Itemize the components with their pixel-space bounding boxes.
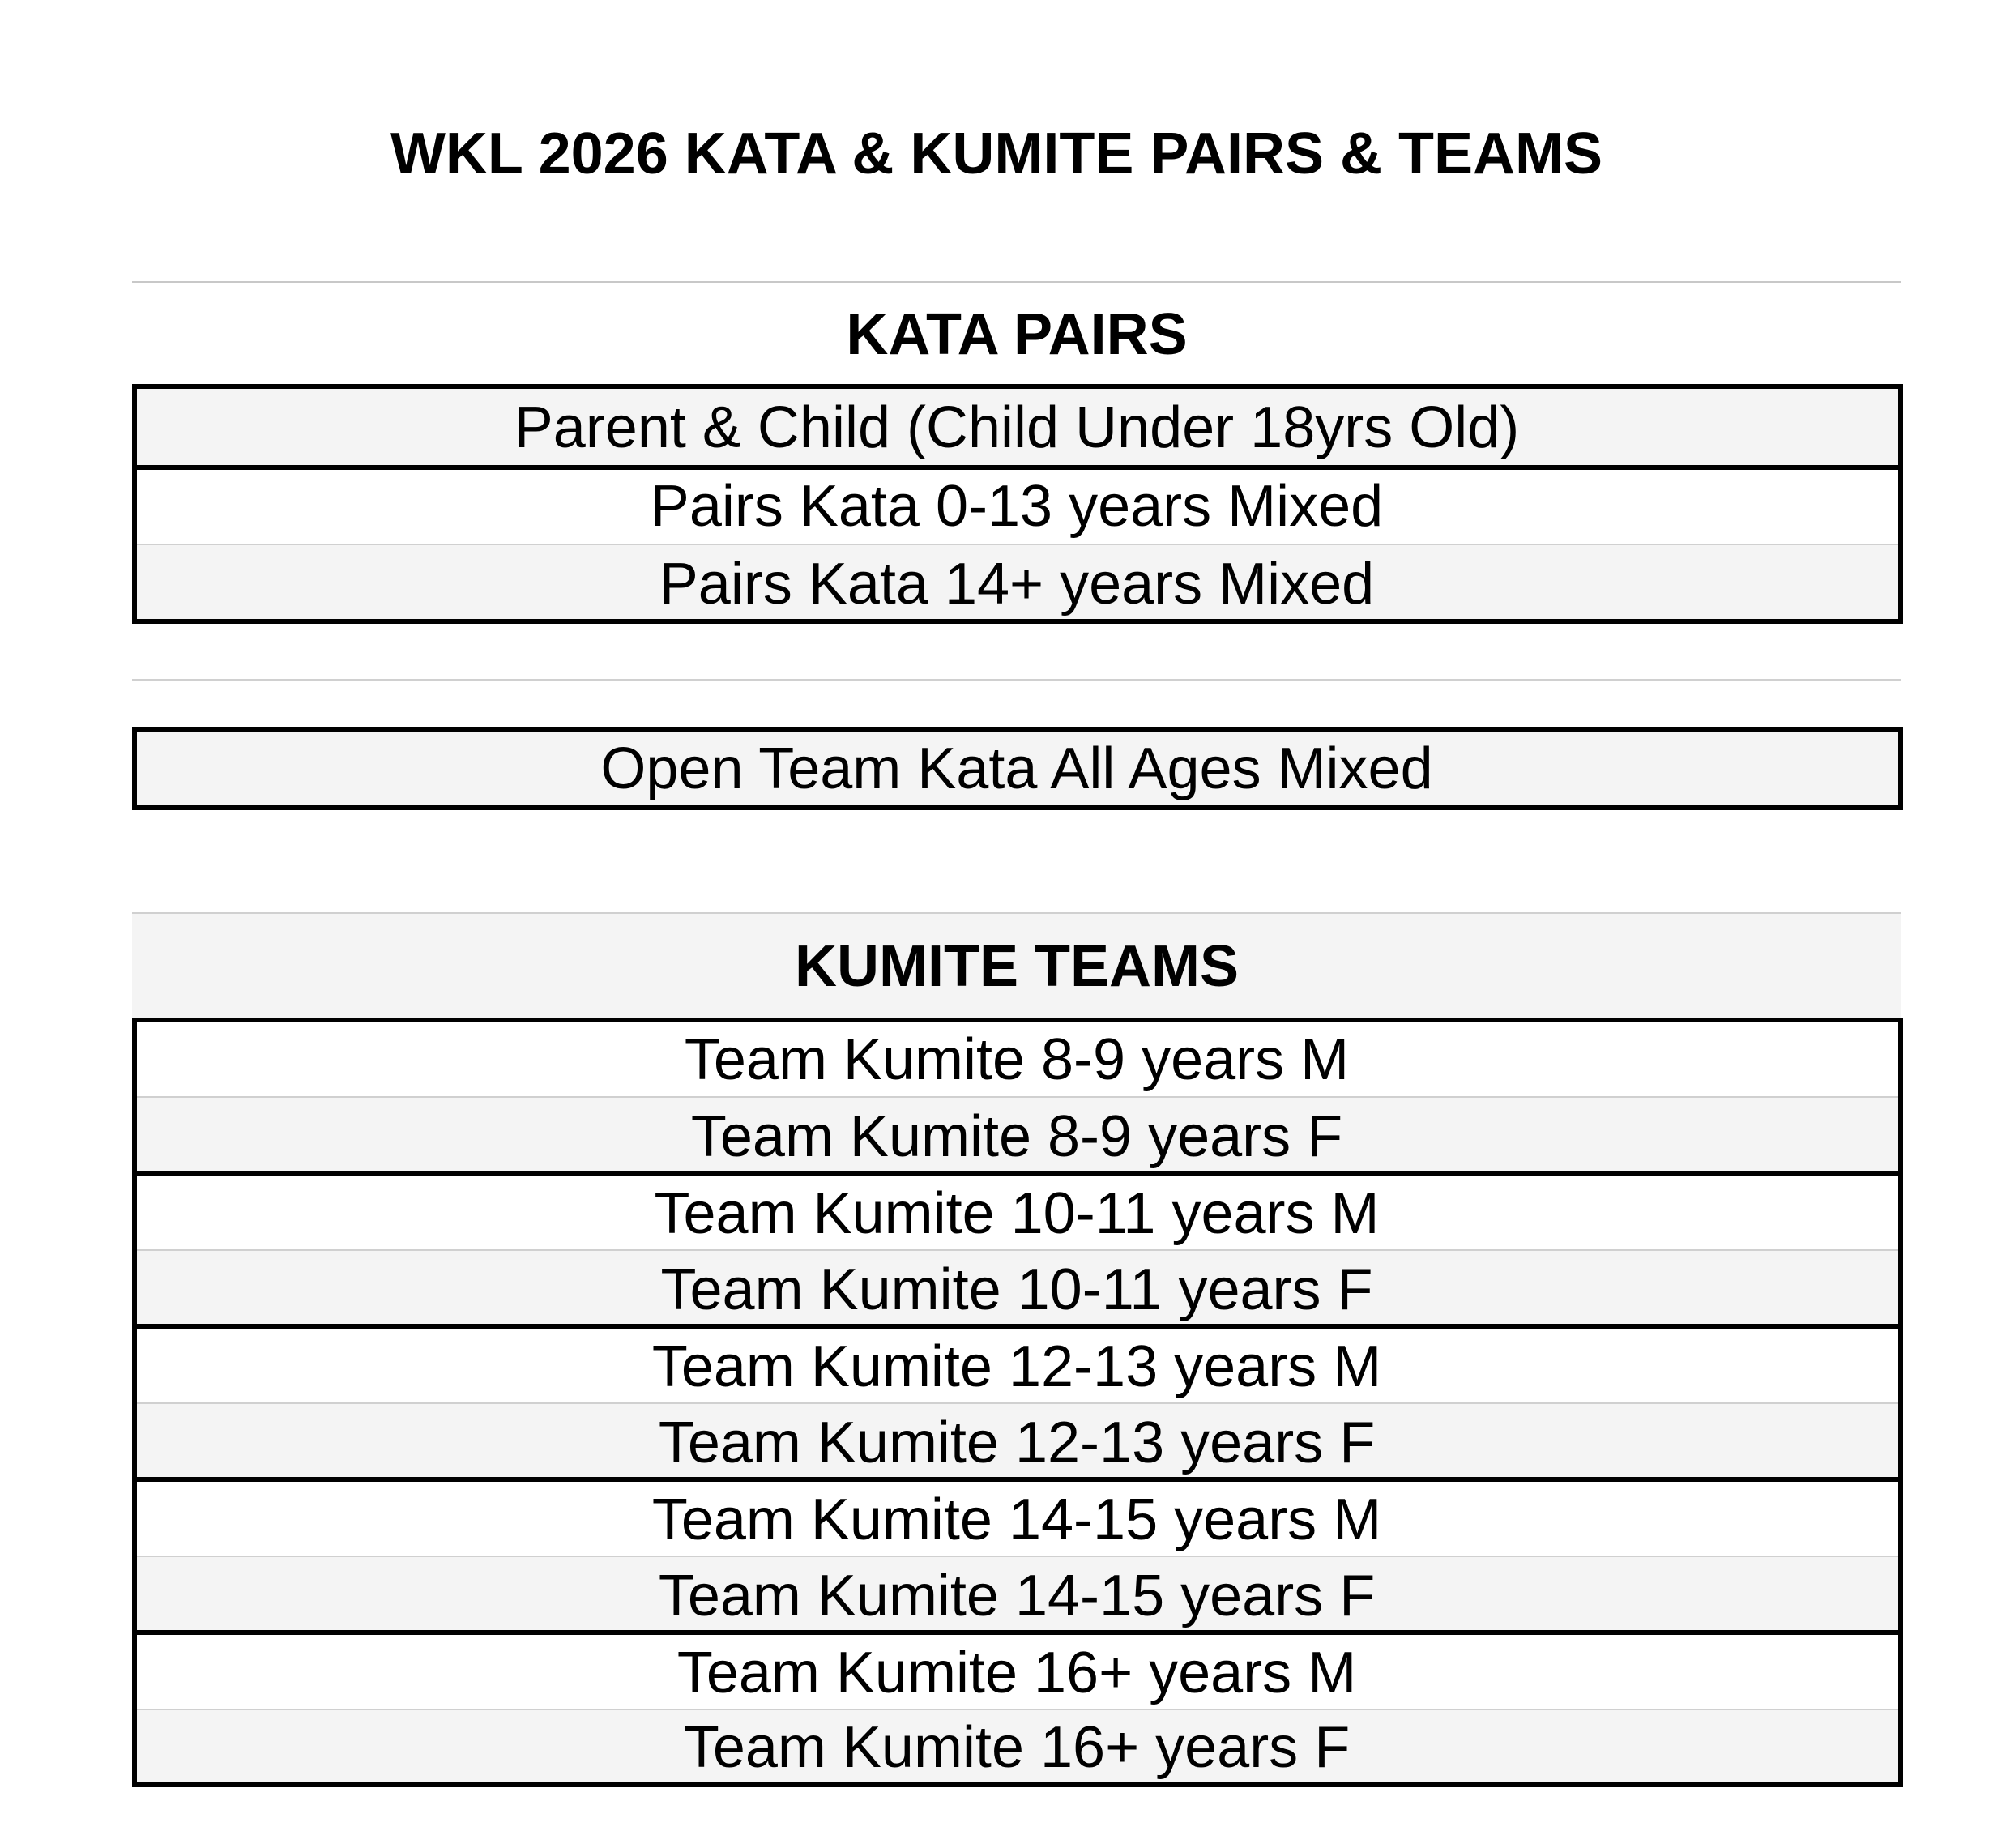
kata-pairs-row: Pairs Kata 0-13 years Mixed — [132, 468, 1901, 544]
document-title: WKL 2026 KATA & KUMITE PAIRS & TEAMS — [390, 122, 1603, 186]
kumite-teams-row: Team Kumite 10-11 years M — [132, 1176, 1901, 1251]
empty-row — [132, 624, 1901, 729]
kumite-teams-row: Team Kumite 10-11 years F — [132, 1251, 1901, 1329]
kumite-teams-row: Team Kumite 14-15 years M — [132, 1482, 1901, 1557]
kumite-teams-row: Team Kumite 12-13 years M — [132, 1329, 1901, 1404]
kata-pairs-row: Parent & Child (Child Under 18yrs Old) — [132, 386, 1901, 468]
kumite-teams-row: Team Kumite 8-9 years M — [132, 1022, 1901, 1098]
kumite-teams-row: Team Kumite 16+ years M — [132, 1635, 1901, 1710]
kumite-teams-row: Team Kumite 16+ years F — [132, 1710, 1901, 1785]
team-kata-row: Open Team Kata All Ages Mixed — [132, 729, 1901, 809]
kata-pairs-heading: KATA PAIRS — [132, 283, 1901, 386]
kumite-teams-row: Team Kumite 14-15 years F — [132, 1557, 1901, 1635]
kumite-teams-row: Team Kumite 12-13 years F — [132, 1404, 1901, 1482]
kumite-teams-row: Team Kumite 8-9 years F — [132, 1098, 1901, 1176]
empty-row — [132, 810, 1901, 912]
kata-pairs-row: Pairs Kata 14+ years Mixed — [132, 544, 1901, 624]
kumite-teams-heading: KUMITE TEAMS — [132, 914, 1901, 1019]
